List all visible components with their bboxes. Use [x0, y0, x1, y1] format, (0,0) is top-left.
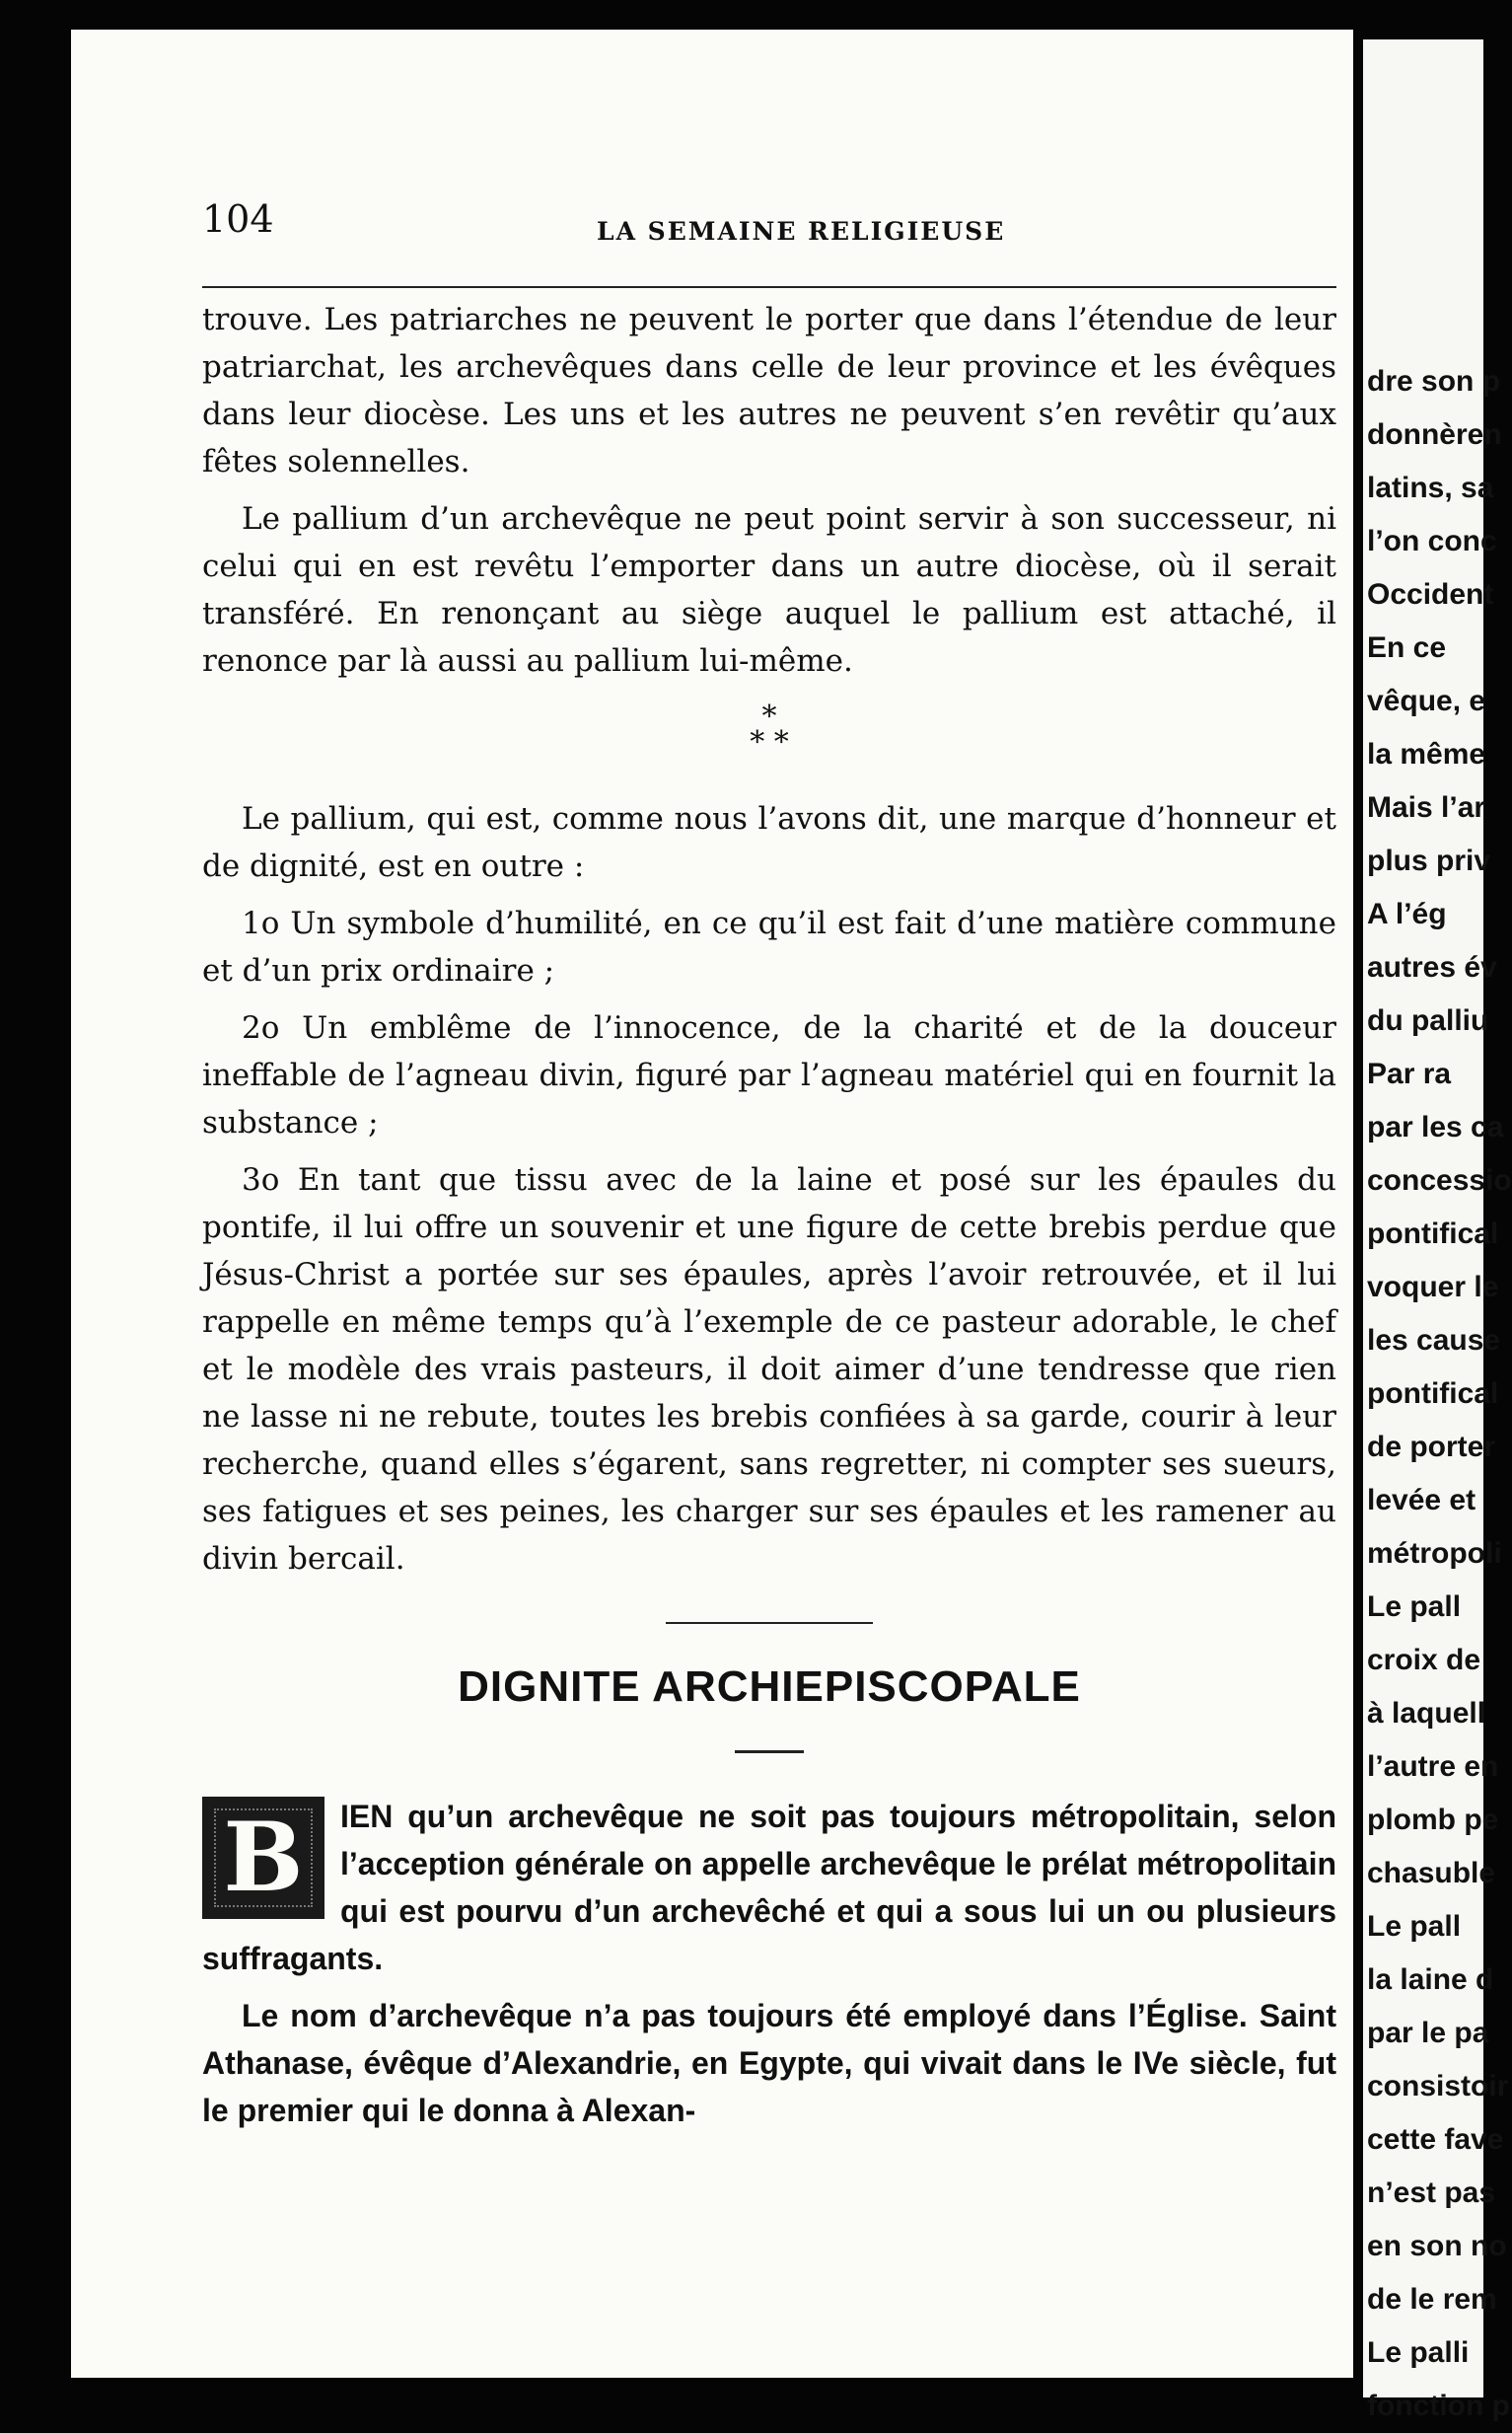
facing-page-line: voquer le [1367, 1271, 1499, 1303]
paragraph: trouve. Les patriarches ne peuvent le porter que dans l’étendue de leur patriarchat, les archevêques dans celle de leur province et les évêques dans leur diocèse. Les uns et les autres ne peuvent s’en revêtir qu’aux fêtes solennelles. [202, 302, 1336, 479]
facing-page-line: les cause [1367, 1324, 1501, 1357]
facing-page-line: chasuble [1367, 1857, 1496, 1889]
facing-page-line: métropoli [1367, 1537, 1502, 1570]
facing-page-line: levée et [1367, 1484, 1476, 1516]
facing-page-line: autres év [1367, 951, 1497, 984]
list-item: 1o Un symbole d’humilité, en ce qu’il est fait d’une matière commune et d’un prix ordinaire ; [202, 906, 1336, 989]
list-item: 2o Un emblême de l’innocence, de la charité et de la douceur ineffable de l’agneau divin, figuré par l’agneau matériel qui en fournit la substance ; [202, 1010, 1336, 1141]
section-divider [666, 1622, 873, 1624]
facing-page-line: donnèren [1367, 418, 1502, 451]
facing-page-line: l’autre en [1367, 1750, 1499, 1783]
facing-page-line: Occident [1367, 578, 1494, 611]
facing-page-line: la même [1367, 738, 1486, 771]
facing-page-line: pontifical [1367, 1377, 1499, 1410]
facing-page-line: la laine d [1367, 1963, 1494, 1996]
page-number: 104 [202, 197, 274, 241]
facing-page-line: vêque, e [1367, 685, 1486, 717]
facing-page-line: dre son p [1367, 365, 1501, 398]
facing-page-edge [1363, 39, 1512, 2422]
paragraph: Le pallium d’un archevêque ne peut point servir à son successeur, ni celui qui en est revêtu l’emporter dans un autre diocèse, où il serait transféré. En renonçant au siège auquel le pallium est attaché, il renonce par là aussi au pallium lui-même. [202, 501, 1336, 679]
facing-page-line: A l’ég [1367, 898, 1447, 930]
ornamental-initial: B [202, 1797, 324, 1919]
facing-page-line: du palliu [1367, 1004, 1489, 1037]
facing-page-line: en son no [1367, 2230, 1507, 2262]
paragraph: Le pallium, qui est, comme nous l’avons dit, une marque d’honneur et de dignité, est en outre : [202, 801, 1336, 884]
facing-page-line: de porter [1367, 1431, 1496, 1463]
header-rule [202, 286, 1336, 288]
running-title: LA SEMAINE RELIGIEUSE [597, 217, 1006, 246]
facing-page-line: croix de [1367, 1644, 1481, 1676]
section-text [202, 1793, 1336, 2134]
facing-page-line: cette fave [1367, 2123, 1504, 2156]
facing-page-line: pontifical [1367, 1217, 1499, 1250]
heading-rule [735, 1750, 804, 1753]
facing-page-line: consistoir [1367, 2070, 1509, 2102]
list-item: 3o En tant que tissu avec de la laine et posé sur les épaules du pontife, il lui offre un souvenir et une figure de cette brebis perdue que Jésus-Christ a portée sur ses épaules, après l’avoir retrouvée, et il lui rappelle en même temps qu’à l’exemple de ce pasteur adorable, le chef et le modèle des vrais pasteurs, il doit aimer d’une tendresse que rien ne lasse ni ne rebute, toutes les brebis confiées à sa garde, courir à leur recherche, quand elles s’égarent, sans regretter, ni compter ses sueurs, ses fatigues et ses peines, les charger sur ses épaules et les ramener au divin bercail. [202, 1162, 1336, 1577]
facing-page-line: par les ca [1367, 1111, 1504, 1143]
facing-page-text [1367, 355, 1512, 2433]
facing-page-line: par le pa [1367, 2017, 1489, 2049]
facing-page-line: fonction p [1367, 2390, 1510, 2422]
paragraph-text: IEN qu’un archevêque ne soit pas toujours métropolitain, selon l’acception générale on appelle archevêque le prélat métropolitain qui est pourvu d’un archevêché et qui a sous lui un ou plusieurs suffragants. [202, 1799, 1336, 1976]
facing-page-line: à laquell [1367, 1697, 1486, 1730]
section-heading: DIGNITE ARCHIEPISCOPALE [458, 1662, 1081, 1711]
facing-page-line: Le pall [1367, 1910, 1462, 1943]
facing-page-line: Le pall [1367, 1590, 1462, 1623]
facing-page-line: de le rem [1367, 2283, 1497, 2316]
facing-page-line: Mais l’ar [1367, 791, 1486, 824]
facing-page-line: plomb pe [1367, 1804, 1499, 1836]
facing-page-line: Par ra [1367, 1058, 1452, 1090]
paragraph-with-dropcap [202, 1793, 1336, 1982]
page-header [202, 178, 1336, 257]
facing-page-line: Le palli [1367, 2336, 1470, 2369]
facing-page-line: n’est pas [1367, 2176, 1496, 2209]
facing-page-line: concessio [1367, 1164, 1512, 1197]
paragraph: Le nom d’archevêque n’a pas toujours été employé dans l’Église. Saint Athanase, évêque d’Alexandrie, en Egypte, qui vivait dans le IVe siècle, fut le premier qui le donna à Alexan- [202, 1998, 1336, 2128]
facing-page-line: En ce [1367, 631, 1447, 664]
facing-page-line: l’on conc [1367, 525, 1497, 557]
asterism: * * * [750, 700, 789, 760]
page-body [202, 296, 1336, 2144]
facing-page-line: latins, sa [1367, 472, 1494, 504]
facing-page-line: plus priv [1367, 845, 1491, 877]
